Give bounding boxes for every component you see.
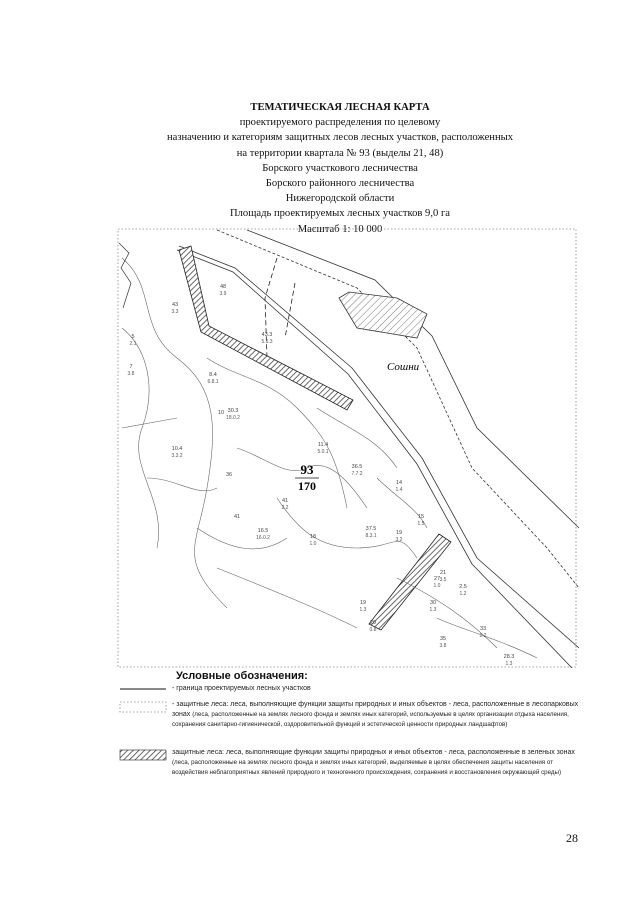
title-line: назначению и категориям защитных лесов лесных участков, расположенных — [166, 132, 514, 144]
scale-line: Масштаб 1: 10 000 — [297, 223, 383, 235]
title-line: Нижегородской области — [285, 193, 395, 205]
parcel-number: 14 — [395, 480, 403, 486]
parcel-subtext: 1.3 — [505, 661, 513, 667]
parcel-number: 10 — [217, 410, 225, 416]
quarter-area: 170 — [298, 479, 316, 493]
legend-label — [172, 748, 582, 778]
parcel-number: 41 — [233, 514, 241, 520]
hatch-swatch — [118, 748, 168, 762]
parcel-number: 36 — [225, 472, 233, 478]
title-line: проектируемого распределения по целевому — [239, 117, 441, 129]
legend-item-green-zone — [118, 748, 588, 798]
page-number: 28 — [566, 831, 578, 845]
parcel-number: 48 — [219, 284, 227, 290]
legend-label — [172, 700, 582, 730]
parcel-number: 18 — [309, 534, 317, 540]
parcel-number: 19 — [359, 600, 367, 606]
parcel-subtext: 1.4 — [395, 487, 403, 493]
parcel-subtext: 2.2 — [479, 633, 487, 639]
parcel-number: 20 — [369, 620, 377, 626]
legend-label-main: - защитные леса: леса, выполняющие функции защиты природных и иных объектов - леса, расположенные в лесопарковых зонах — [172, 701, 579, 718]
parcel-number: 43 — [171, 302, 179, 308]
parcel-subtext: 3.5 — [439, 577, 447, 583]
settlement-label: Сошни — [387, 361, 420, 373]
parcel-subtext: 6.8.1 — [207, 379, 219, 385]
legend-label-note: (леса, расположенные на землях лесного фонда и землях иных категорий, выделяемые в целях обеспечения защиты населения от воздействия неблагоприятных явлений природного и техногенного происхождения, сохранения и восстановления окружающей среды) — [172, 759, 562, 776]
settlement-area — [339, 292, 427, 338]
parcel-subtext: 2.1 — [129, 341, 137, 347]
map-title-block — [70, 100, 610, 237]
title-line: на территории квартала № 93 (выделы 21, 48) — [236, 147, 444, 159]
parcel-number: 15 — [417, 514, 425, 520]
boundary-line-swatch — [118, 684, 168, 694]
parcel-number: 41 — [281, 498, 289, 504]
parcel-subtext: 2.2 — [281, 505, 289, 511]
parcel-subtext: 5.0.1 — [317, 449, 329, 455]
parcel-number: 19 — [395, 530, 403, 536]
parcel-number: 11.4 — [317, 442, 329, 448]
parcel-subtext: 3.8 — [127, 371, 135, 377]
title-line: Борского участкового лесничества — [262, 162, 418, 174]
parcel-number: 43.3 — [261, 332, 273, 338]
parcel-subtext: 8.3.1 — [365, 533, 377, 539]
parcel-number: 27 — [433, 576, 441, 582]
parcel-number: 10.4 — [171, 446, 183, 452]
parcel-subtext: 3.3 — [171, 309, 179, 315]
parcel-subtext: 1.5 — [417, 521, 425, 527]
parcel-subtext: 3.2 — [395, 537, 403, 543]
parcel-subtext: 16.0.2 — [256, 535, 270, 541]
parcel-number: 35 — [439, 636, 447, 642]
parcel-number: 5 — [131, 334, 135, 340]
parcel-subtext: 5.5.3 — [261, 339, 273, 345]
parcel-subtext: 1.3 — [359, 607, 367, 613]
parcel-number: 21 — [439, 570, 447, 576]
parcel-subtext: 18.0.2 — [226, 415, 240, 421]
parcel-subtext: 1.0 — [309, 541, 317, 547]
edge-line — [119, 243, 131, 308]
parcel-subtext: 1.3 — [429, 607, 437, 613]
parcel-number: 30 — [429, 600, 437, 606]
parcel-number: 7 — [129, 364, 133, 370]
dotted-outline-swatch — [118, 700, 168, 714]
forest-map — [117, 228, 579, 668]
legend-label-main: защитные леса: леса, выполняющие функции защиты природных и иных объектов - леса, расположенные в зеленых зонах — [172, 749, 575, 756]
parcel-subtext: 1.0 — [433, 583, 441, 589]
legend-label-note: (леса, расположенные на землях лесного фонда и землях иных категорий, используемые в целях организации отдыха населения, сохранения санитарно-гигиенической, оздоровительной функций и эстетической ценности природных ландшафтов) — [172, 711, 569, 728]
quarter-number: 93 — [300, 462, 314, 477]
parcel-subtext: 7.7.2 — [351, 471, 363, 477]
parcel-subtext: 3.3.2 — [171, 453, 183, 459]
parcel-subtext: 0.8 — [369, 627, 377, 633]
parcel-number: 33 — [479, 626, 487, 632]
parcel-number: 30.3 — [227, 408, 239, 414]
parcel-number: 36.5 — [351, 464, 363, 470]
map-title: ТЕМАТИЧЕСКАЯ ЛЕСНАЯ КАРТА — [250, 102, 430, 113]
parcel-number: 37.5 — [365, 526, 377, 532]
parcel-subtext: 1.2 — [459, 591, 467, 597]
title-line: Борского районного лесничества — [265, 178, 415, 190]
parcel-number: 28.3 — [503, 654, 515, 660]
legend-item-boundary — [118, 684, 588, 696]
parcel-number: 16.5 — [257, 528, 269, 534]
legend-title: Условные обозначения: — [176, 670, 308, 682]
parcel-subtext: 3.9 — [219, 291, 227, 297]
parcel-number: 2.5 — [459, 584, 467, 590]
legend-label: - граница проектируемых лесных участков — [172, 685, 311, 692]
compartment-contours — [122, 258, 537, 658]
parcel-subtext: 3.8 — [439, 643, 447, 649]
legend-item-forest-park — [118, 700, 588, 748]
parcel-number: 8.4 — [209, 372, 217, 378]
area-line: Площадь проектируемых лесных участков 9,0 га — [230, 208, 450, 220]
